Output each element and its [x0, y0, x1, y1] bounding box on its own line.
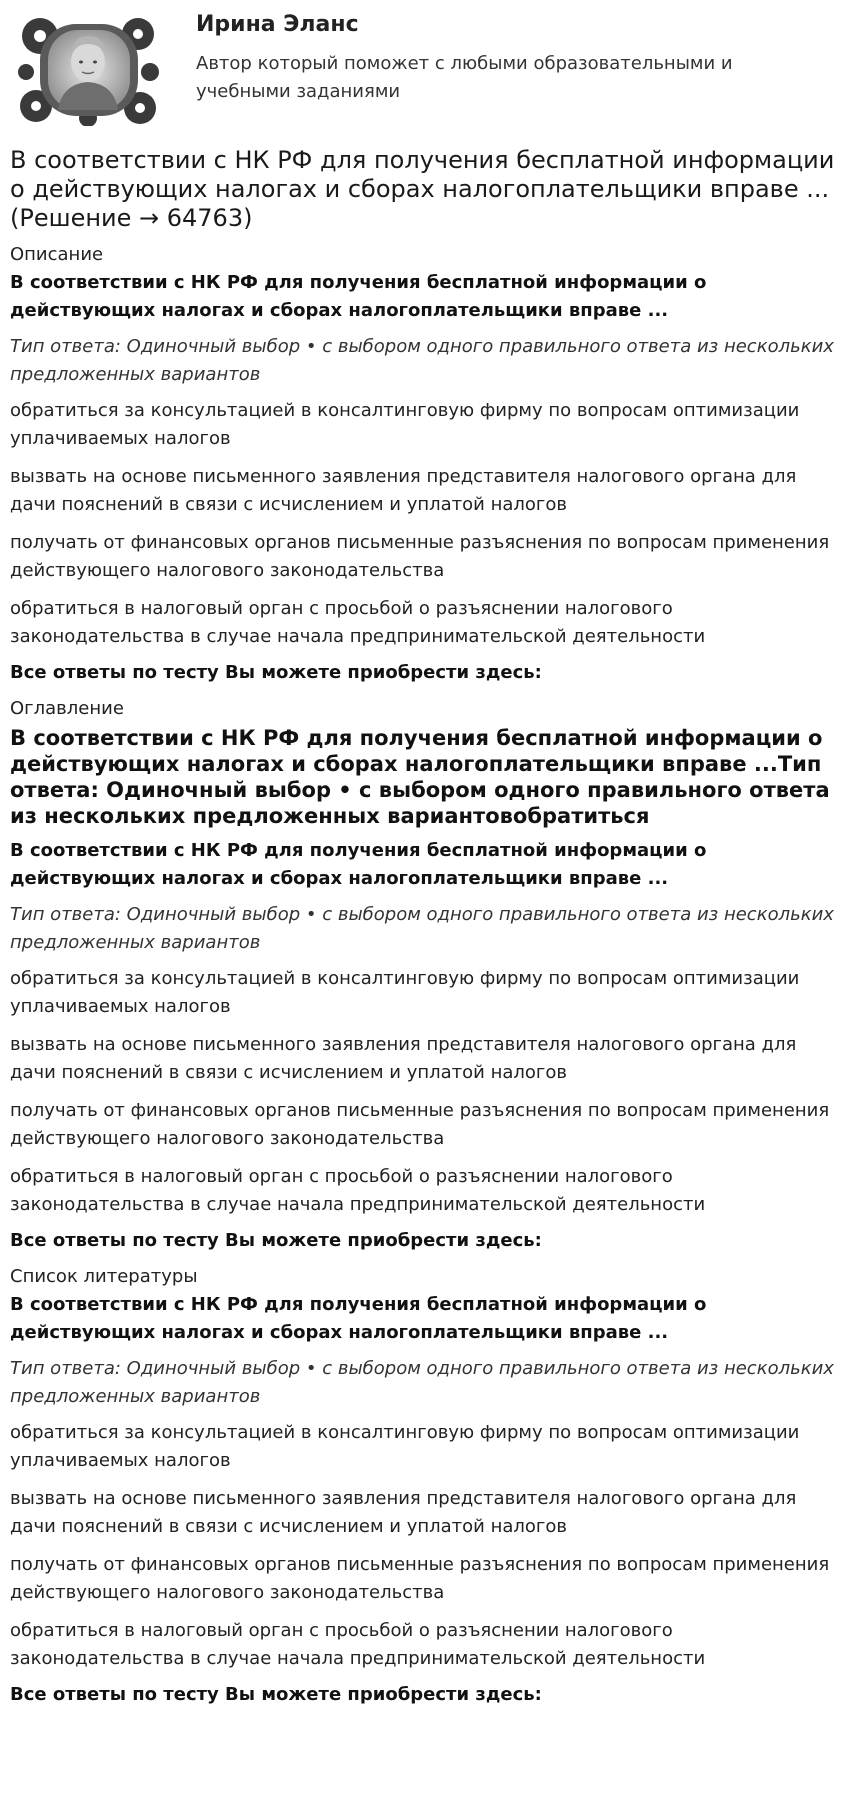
answer-option: вызвать на основе письменного заявления представителя налогового органа для дачи пояснений в связи с исчислением и уплатой налогов	[10, 1488, 797, 1537]
answer-type: Тип ответа: Одиночный выбор • с выбором одного правильного ответа из нескольких предложенных вариантов	[10, 904, 834, 953]
answer-type: Тип ответа: Одиночный выбор • с выбором одного правильного ответа из нескольких предложенных вариантов	[10, 1358, 834, 1407]
author-description: Автор который поможет с любыми образовательными и учебными заданиями	[196, 53, 733, 102]
answer-option: обратиться за консультацией в консалтинговую фирму по вопросам оптимизации уплачиваемых налогов	[10, 1422, 800, 1471]
answer-type: Тип ответа: Одиночный выбор • с выбором одного правильного ответа из нескольких предложенных вариантов	[10, 336, 834, 385]
answer-option: обратиться за консультацией в консалтинговую фирму по вопросам оптимизации уплачиваемых налогов	[10, 968, 800, 1017]
page-title: В соответствии с НК РФ для получения бесплатной информации о действующих налогах и сборах налогоплательщики вправе ... (Решение → 64763)	[10, 146, 835, 232]
buy-answers-text: Все ответы по тесту Вы можете приобрести здесь:	[10, 662, 542, 683]
question-text: В соответствии с НК РФ для получения бесплатной информации о действующих налогах и сборах налогоплательщики вправе ...	[10, 1294, 707, 1343]
answer-option: обратиться в налоговый орган с просьбой о разъяснении налогового законодательства в случае начала предпринимательской деятельности	[10, 1620, 706, 1669]
buy-answers-text: Все ответы по тесту Вы можете приобрести здесь:	[10, 1684, 542, 1705]
author-avatar	[18, 14, 160, 126]
author-name: Ирина Эланс	[196, 12, 359, 37]
answer-option: получать от финансовых органов письменные разъяснения по вопросам применения действующего налогового законодательства	[10, 1554, 830, 1603]
toc-section	[10, 697, 837, 1253]
question-text: В соответствии с НК РФ для получения бесплатной информации о действующих налогах и сборах налогоплательщики вправе ...	[10, 272, 707, 321]
answer-option: обратиться за консультацией в консалтинговую фирму по вопросам оптимизации уплачиваемых налогов	[10, 400, 800, 449]
author-header	[10, 0, 837, 140]
answer-option: обратиться в налоговый орган с просьбой о разъяснении налогового законодательства в случае начала предпринимательской деятельности	[10, 598, 706, 647]
section-label-literature: Список литературы	[10, 1266, 198, 1287]
description-section	[10, 243, 837, 685]
section-label-description: Описание	[10, 244, 104, 265]
answer-option: вызвать на основе письменного заявления представителя налогового органа для дачи пояснений в связи с исчислением и уплатой налогов	[10, 1034, 797, 1083]
answer-option: получать от финансовых органов письменные разъяснения по вопросам применения действующего налогового законодательства	[10, 1100, 830, 1149]
buy-answers-text: Все ответы по тесту Вы можете приобрести здесь:	[10, 1230, 542, 1251]
answer-option: вызвать на основе письменного заявления представителя налогового органа для дачи пояснений в связи с исчислением и уплатой налогов	[10, 466, 797, 515]
toc-heading: В соответствии с НК РФ для получения бесплатной информации о действующих налогах и сборах налогоплательщики вправе ...Тип ответа: Одиночный выбор • с выбором одного правильного ответа из нескольких предложенных вариантовобратиться	[10, 726, 830, 828]
question-text: В соответствии с НК РФ для получения бесплатной информации о действующих налогах и сборах налогоплательщики вправе ...	[10, 840, 707, 889]
section-label-toc: Оглавление	[10, 698, 124, 719]
answer-option: обратиться в налоговый орган с просьбой о разъяснении налогового законодательства в случае начала предпринимательской деятельности	[10, 1166, 706, 1215]
literature-section	[10, 1265, 837, 1707]
answer-option: получать от финансовых органов письменные разъяснения по вопросам применения действующего налогового законодательства	[10, 532, 830, 581]
